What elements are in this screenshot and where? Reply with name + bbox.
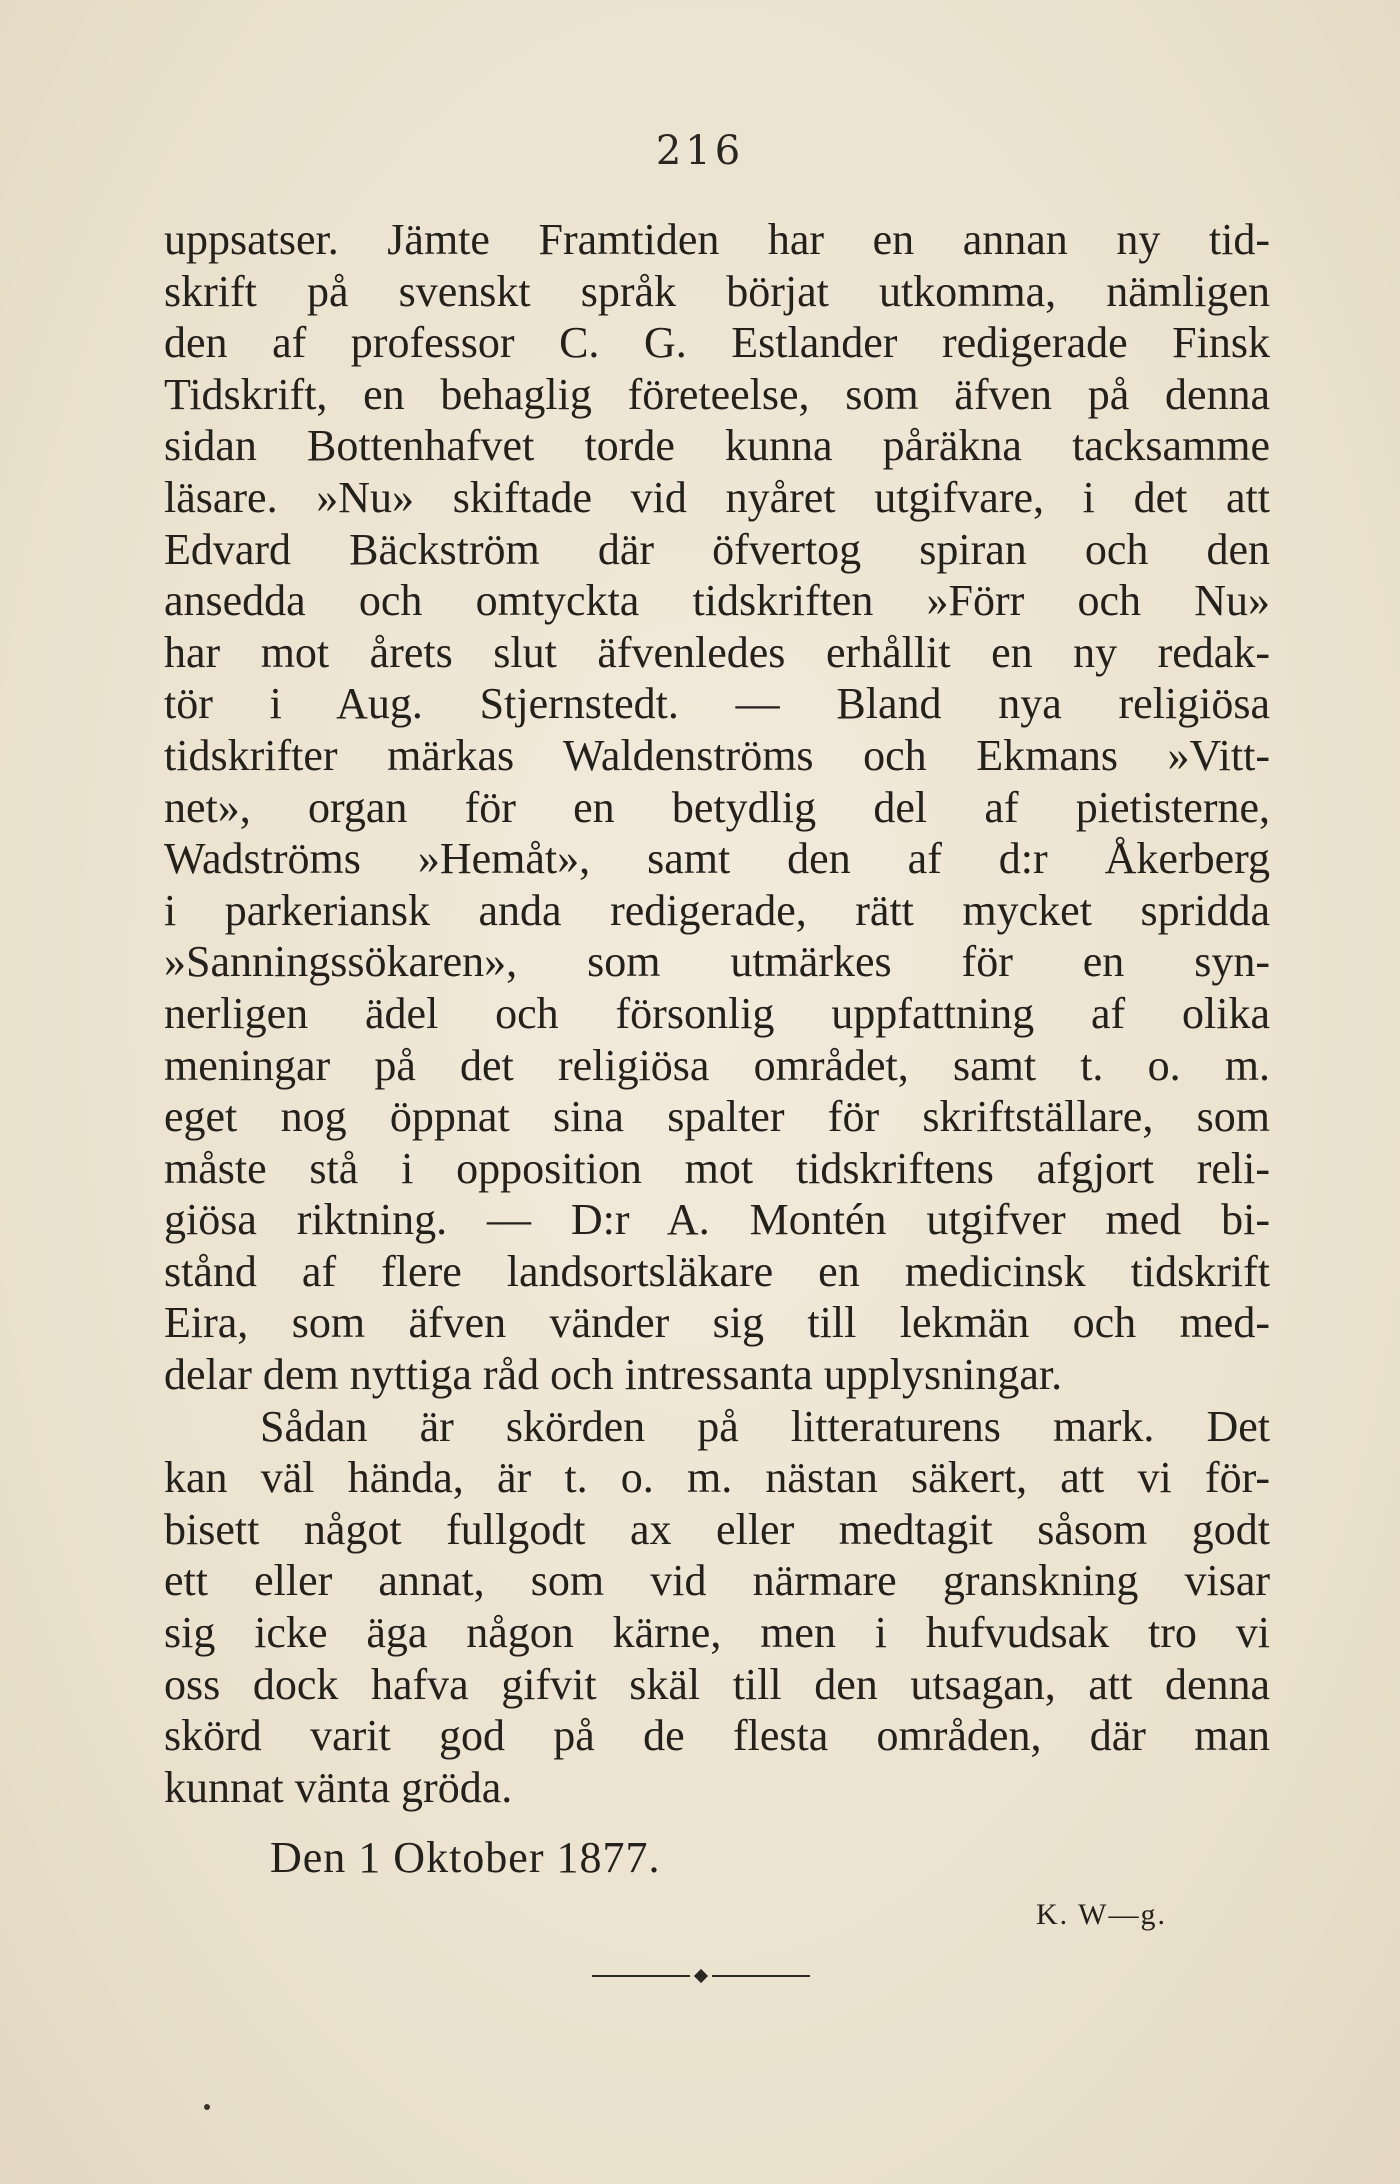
text-line: tidskrifter märkas Waldenströms och Ekmans »Vitt- — [164, 730, 1270, 780]
text-line: sig icke äga någon kärne, men i hufvudsak tro vi — [164, 1608, 1270, 1658]
text-line: oss dock hafva gifvit skäl till den utsagan, att denna — [164, 1659, 1270, 1709]
diamond-icon — [694, 1969, 708, 1983]
signature: K. W—g. — [1036, 1898, 1167, 1931]
text-line: skrift på svenskt språk börjat utkomma, nämligen — [164, 266, 1270, 316]
text-line: måste stå i opposition mot tidskriftens afgjort reli- — [164, 1143, 1270, 1193]
text-line: stånd af flere landsortsläkare en medicinsk tidskrift — [164, 1246, 1270, 1296]
paper-speck — [204, 2104, 210, 2110]
text-line: Wadströms »Hemåt», samt den af d:r Åkerberg — [164, 834, 1270, 884]
text-line: »Sanningssökaren», som utmärkes för en syn- — [164, 937, 1270, 987]
text-line: Sådan är skörden på litteraturens mark. Det — [260, 1401, 1270, 1451]
text-line: sidan Bottenhafvet torde kunna påräkna tacksamme — [164, 421, 1270, 471]
text-line: uppsatser. Jämte Framtiden har en annan ny tid- — [164, 215, 1270, 264]
ornament-rule-left — [592, 1975, 690, 1977]
text-line: läsare. »Nu» skiftade vid nyåret utgifvare, i det att — [164, 472, 1270, 522]
text-line: ett eller annat, som vid närmare granskning visar — [164, 1556, 1270, 1606]
text-line: meningar på det religiösa området, samt t. o. m. — [164, 1040, 1270, 1090]
text-line: kan väl hända, är t. o. m. nästan säkert, att vi för- — [164, 1453, 1270, 1503]
text-line: skörd varit god på de flesta områden, där man — [164, 1711, 1270, 1761]
text-line: ansedda och omtyckta tidskriften »Förr och Nu» — [164, 576, 1270, 626]
text-line: i parkeriansk anda redigerade, rätt mycket spridda — [164, 885, 1270, 935]
ornament-rule-right — [712, 1975, 810, 1977]
body-text — [164, 214, 1270, 1813]
text-line: den af professor C. G. Estlander redigerade Finsk — [164, 318, 1270, 368]
text-line: Eira, som äfven vänder sig till lekmän och med- — [164, 1298, 1270, 1348]
page-number: 216 — [655, 128, 745, 174]
text-line: delar dem nyttiga råd och intressanta upplysningar. — [164, 1350, 1063, 1400]
text-line: har mot årets slut äfvenledes erhållit en ny redak- — [164, 627, 1270, 677]
text-line: tör i Aug. Stjernstedt. — Bland nya religiösa — [164, 679, 1270, 729]
date-line: Den 1 Oktober 1877. — [270, 1833, 661, 1882]
text-line: net», organ för en betydlig del af pietisterne, — [164, 782, 1270, 832]
text-line: kunnat vänta gröda. — [164, 1762, 513, 1812]
text-line: giösa riktning. — D:r A. Montén utgifver med bi- — [164, 1195, 1270, 1245]
text-line: eget nog öppnat sina spalter för skriftställare, som — [164, 1092, 1270, 1142]
text-line: bisett något fullgodt ax eller medtagit såsom godt — [164, 1504, 1270, 1554]
text-line: Edvard Bäckström där öfvertog spiran och den — [164, 524, 1270, 574]
text-line: Tidskrift, en behaglig företeelse, som äfven på denna — [164, 369, 1270, 419]
text-line: nerligen ädel och försonlig uppfattning af olika — [164, 988, 1270, 1038]
ornament-divider — [592, 1966, 810, 1986]
